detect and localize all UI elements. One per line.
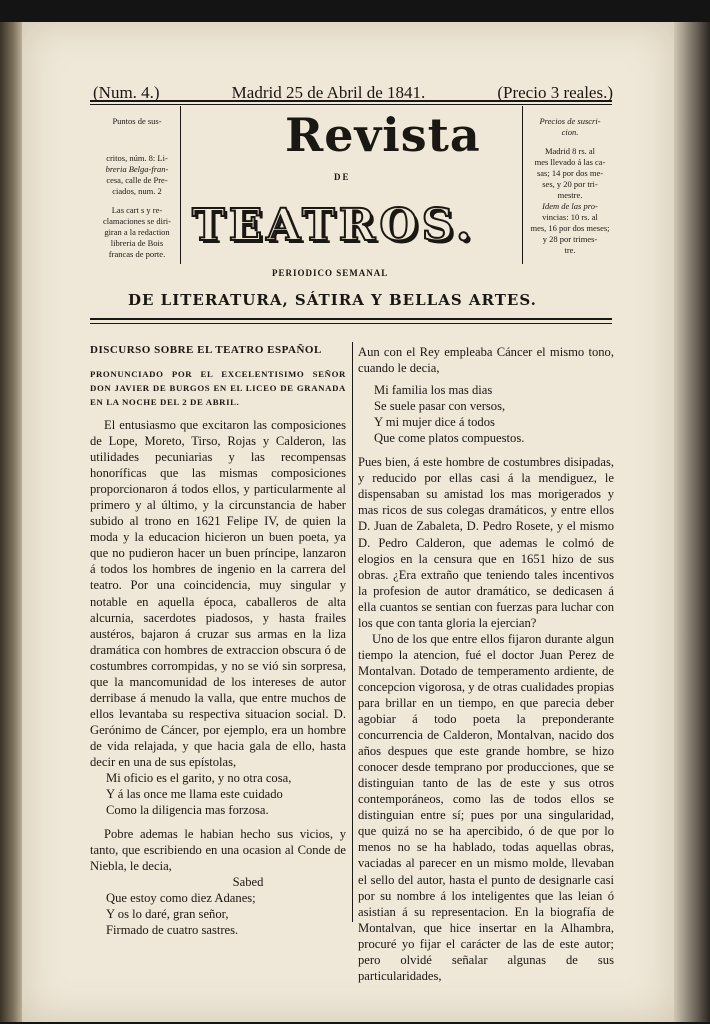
masthead-periodico: PERIODICO SEMANAL bbox=[272, 268, 389, 278]
verse-block: Que estoy como diez Adanes; Y os lo daré, gran señor, Firmado de cuatro sastres. bbox=[106, 891, 256, 938]
page-edge-shadow bbox=[674, 22, 710, 1022]
subscription-points-box: Puntos de sus- critos, núm. 8: Li- breria Belga-fran- cesa, calle de Pre- ciados, num. 2 Las cart s y re- clamaciones se diri- giran a la redaction libreria de Bois francas de porte. bbox=[103, 116, 171, 259]
article-paragraph: Aun con el Rey empleaba Cáncer el mismo tono, cuando le decia, bbox=[358, 345, 614, 376]
header-rule-top-thin bbox=[90, 104, 612, 105]
article-heading: DISCURSO SOBRE EL TEATRO ESPAÑOL bbox=[90, 344, 322, 356]
article-paragraph: El entusiasmo que excitaron las composiciones de Lope, Moreto, Tirso, Rojas y Calderon, las utilidades pecuniarias y las recompensas honoríficas que las mismas composiciones proporcionaron á todos ellos, y particularmente al primero y al último, y la circunstancia de haber subido al trono en 1621 Felipe IV, de quien la moda y la educacion hicieron un buen poeta, ya que no pudieron hacer un buen príncipe, lanzaron á todos los hombres de ingenio en la carrera del teatro. Por una coincidencia, muy singular y notable en aquella época, caballeros de alta alcurnia, sacerdotes piadosos, y hasta frailes austéros, bajaron á cruzar sus armas en la liza dramática con hombres de extraccion obscura ó de costumbres corrompidas, y no se vió sin sorpresa, que la mancomunidad de los intereses de autor derribase á menudo la valla, que entre muchos de ellos levantaba su respectiva situacion social. D. Gerónimo de Cáncer, por ejemplo, era un hombre de vida relajada, y que hacia gala de ello, hasta decir en una de sus epístolas, bbox=[90, 418, 346, 769]
issue-price: (Precio 3 reales.) bbox=[497, 83, 613, 102]
article-left-column bbox=[90, 344, 346, 939]
masthead-rule-thin bbox=[90, 323, 612, 324]
book-spine bbox=[0, 22, 22, 1022]
left-box-rule bbox=[180, 106, 181, 264]
verse-block: Mi oficio es el garito, y no otra cosa, Y á las once me llama este cuidado Como la diligencia mas forzosa. bbox=[106, 771, 292, 818]
article-right-column bbox=[358, 344, 614, 984]
article-paragraph: Pobre ademas le habian hecho sus vicios, y tanto, que escribiendo en una ocasion al Conde de Niebla, le decia, bbox=[90, 827, 346, 874]
article-paragraph: Uno de los que entre ellos fijaron durante algun tiempo la atencion, fué el doctor Juan Perez de Montalvan. Dotado de temperamento ardiente, de concepcion vigorosa, y de otras cualidades propias para brillar en un tiempo, en que parecia deber agobiar á todo poeta la preponderante concurrencia de Calderon, Montalvan, nacido dos años despues que este grande hombre, se hizo conocer desde temprano por producciones, que se distinguian tanto de las de este y sus otros contemporáneos, como las de todos ellos se distinguian entre sí; pues por una singularidad, que quizá no se ha apercibido, ó de que por lo menos no se ha hablado, todas aquellas obras, vaciadas al parecer en un mismo molde, llevaban el sello del autor, hasta el punto de designarle casi por su nombre á los inteligentes que las leian ó asistian á su representacion. En la biografía de Montalvan, que hice insertar en la Alhambra, procuré yo fijar el carácter de las de este autor; pero olvidé señalar algunas de sus particularidades, bbox=[358, 631, 614, 983]
right-box-rule bbox=[522, 106, 523, 264]
issue-number: (Num. 4.) bbox=[93, 83, 160, 102]
subscription-prices-box: Precios de suscri- cion. Madrid 8 rs. al mes llevado á las ca- sas; 14 por dos me- ses, y 20 por tri- mestre. Idem de las pro- vincias: 10 rs. al mes, 16 por dos meses; y 28 por trimes- tre. bbox=[530, 116, 610, 255]
masthead-title-revista: Revista bbox=[285, 108, 481, 162]
masthead-title-teatros: TEATROS. bbox=[192, 200, 476, 251]
article-paragraph: Pues bien, á este hombre de costumbres disipadas, y reducido por ellas casi á la mendiguez, le dispensaban su amistad los mas morigerados y mas ricos de sus colegas dramáticos, y entre ellos D. Juan de Zabaleta, D. Pedro Rosete, y el mismo D. Pedro Calderon, que ademas le colmó de elogios en la censura que en 1651 hizo de sus obras. ¿Era extraño que teniendo tales incentivos la profesion de autor dramático, se dedicasen á ella cuantos se sentian con fuerzas para luchar con los que con tanta gloria la ejercian? bbox=[358, 455, 614, 630]
masthead-rule bbox=[90, 318, 612, 320]
verse-block: Mi familia los mas dias Se suele pasar con versos, Y mi mujer dice á todos Que come platos compuestos. bbox=[374, 383, 525, 446]
verse-head: Sabed bbox=[232, 875, 264, 890]
header-rule-top bbox=[90, 100, 612, 102]
issue-date: Madrid 25 de Abril de 1841. bbox=[231, 83, 426, 102]
masthead-subtitle: DE LITERATURA, SÁTIRA Y BELLAS ARTES. bbox=[128, 291, 537, 309]
article-subheading: PRONUNCIADO POR EL EXCELENTISIMO SEÑOR DON JAVIER DE BURGOS EN EL LICEO DE GRANADA EN LA NOCHE DEL 2 DE ABRIL. bbox=[90, 369, 346, 407]
masthead-de: DE bbox=[334, 172, 351, 182]
column-divider bbox=[352, 342, 353, 922]
